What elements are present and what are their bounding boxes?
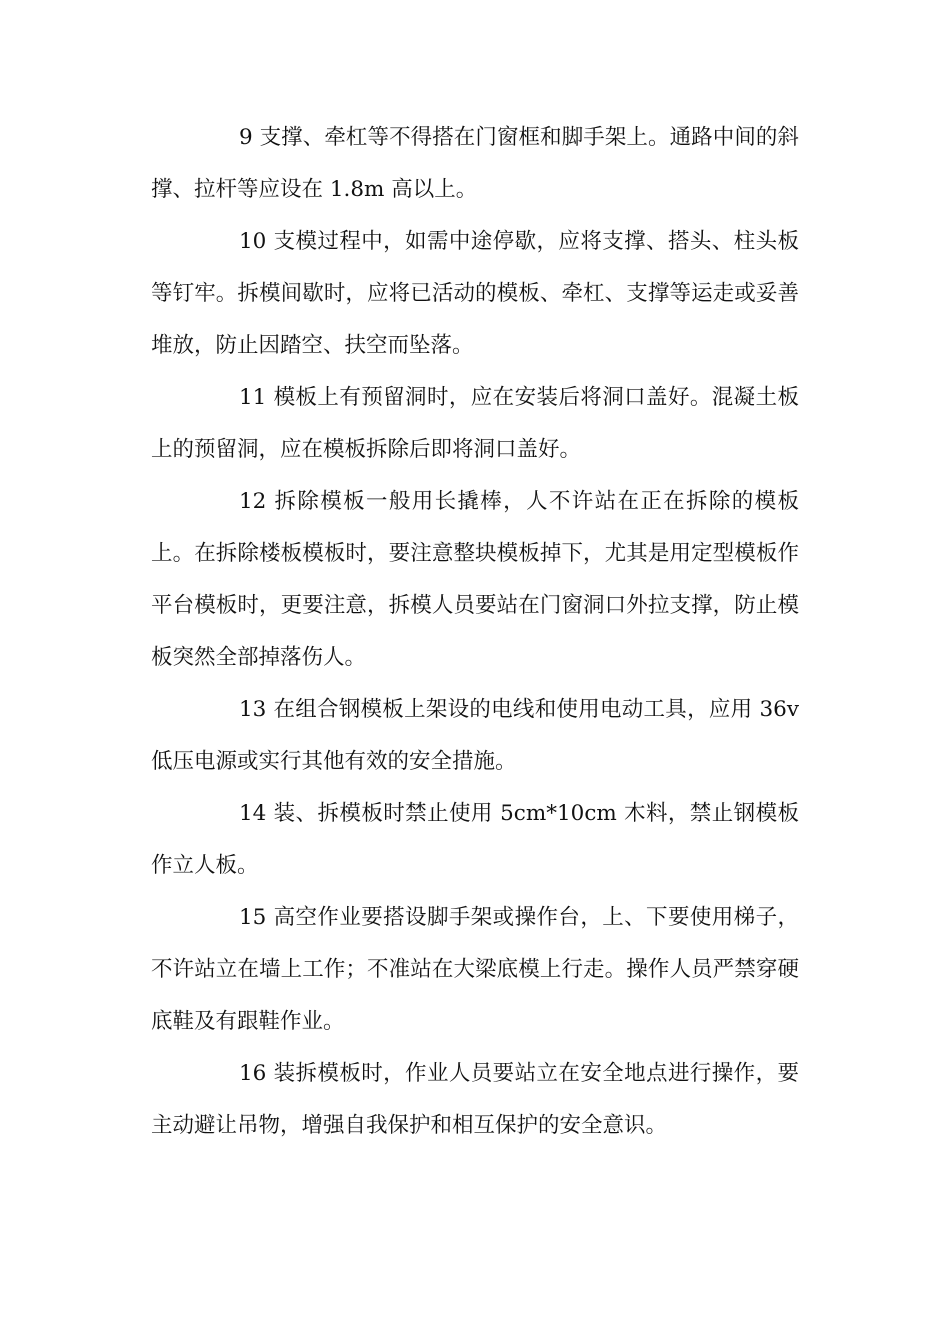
paragraph-item-11: 11 模板上有预留洞时，应在安装后将洞口盖好。混凝土板上的预留洞，应在模板拆除后即将洞口盖好。 [151, 385, 799, 462]
paragraph-item-16: 16 装拆模板时，作业人员要站立在安全地点进行操作，要主动避让吊物，增强自我保护和相互保护的安全意识。 [151, 1061, 799, 1138]
document-body [151, 112, 806, 1152]
paragraph-item-10: 10 支模过程中，如需中途停歇，应将支撑、搭头、柱头板等钉牢。拆模间歇时，应将已活动的模板、牵杠、支撑等运走或妥善堆放，防止因踏空、扶空而坠落。 [151, 229, 799, 358]
paragraph-item-12: 12 拆除模板一般用长撬棒，人不许站在正在拆除的模板上。在拆除楼板模板时，要注意整块模板掉下，尤其是用定型模板作平台模板时，更要注意，拆模人员要站在门窗洞口外拉支撑，防止模板突然全部掉落伤人。 [151, 489, 799, 670]
paragraph-item-14: 14 装、拆模板时禁止使用 5cm*10cm 木料，禁止钢模板作立人板。 [151, 801, 799, 878]
paragraph-item-15: 15 高空作业要搭设脚手架或操作台，上、下要使用梯子，不许站立在墙上工作；不准站在大梁底模上行走。操作人员严禁穿硬底鞋及有跟鞋作业。 [151, 905, 799, 1034]
paragraph-item-9: 9 支撑、牵杠等不得搭在门窗框和脚手架上。通路中间的斜撑、拉杆等应设在 1.8m 高以上。 [151, 125, 799, 202]
paragraph-item-13: 13 在组合钢模板上架设的电线和使用电动工具，应用 36v 低压电源或实行其他有效的安全措施。 [151, 697, 806, 774]
